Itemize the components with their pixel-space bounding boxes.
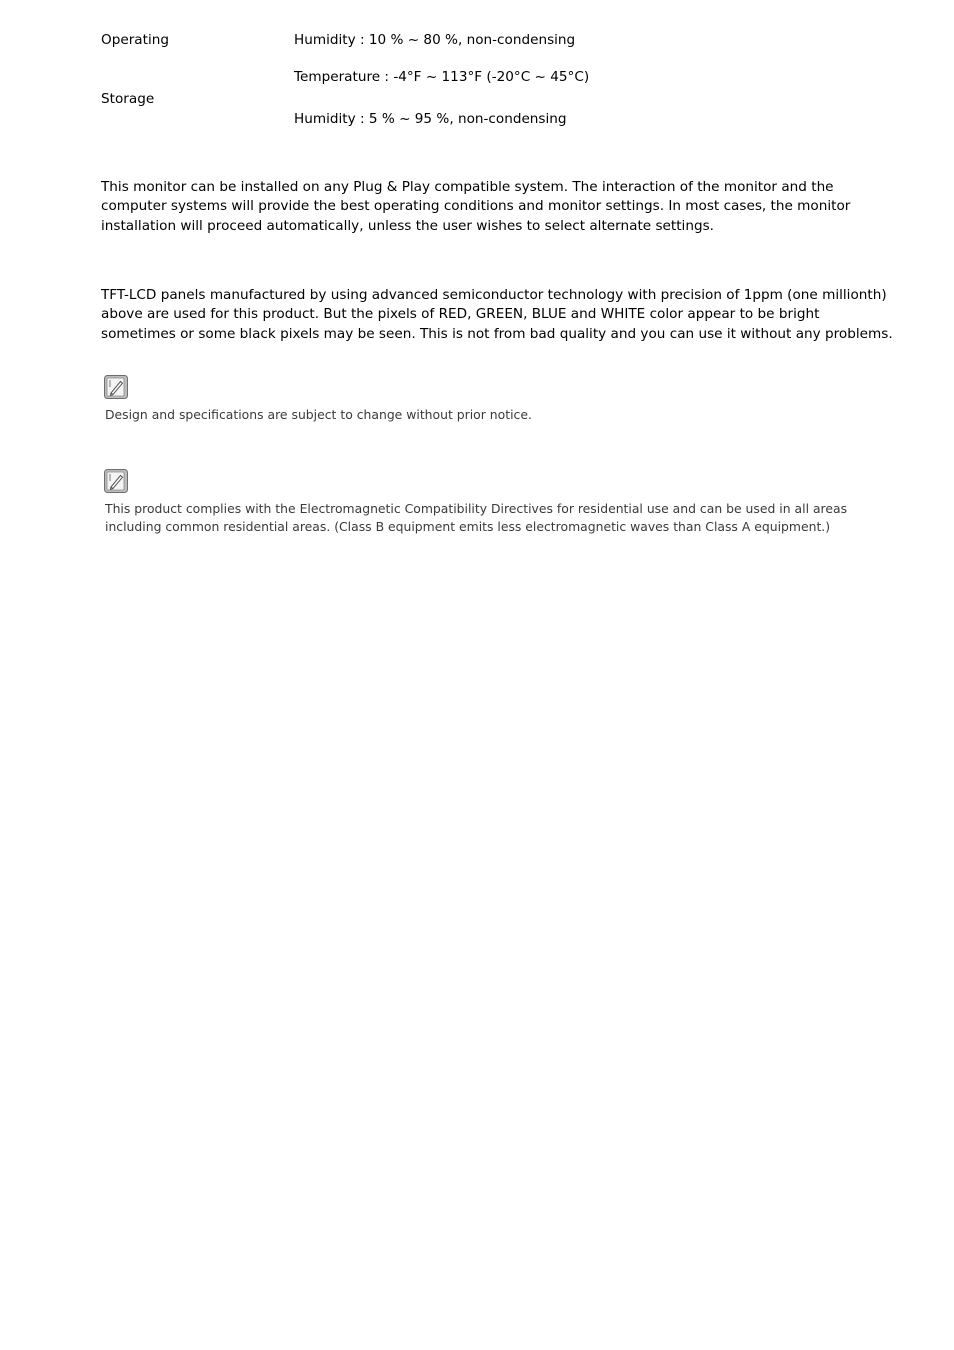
plug-and-play-paragraph (101, 178, 861, 236)
note-line: This product complies with the Electromagnetic Compatibility Directives for residential use and can be used in all areas (105, 501, 848, 516)
storage-temperature: Temperature : -4°F ~ 113°F (-20°C ~ 45°C) (294, 69, 590, 85)
paragraph-line: sometimes or some black pixels may be seen. This is not from bad quality and you can use it without any problems. (101, 325, 893, 342)
note-icon (104, 469, 128, 493)
paragraph-line: TFT-LCD panels manufactured by using advanced semiconductor technology with precision of 1ppm (one millionth) (101, 287, 887, 303)
dot-acceptable-paragraph (101, 286, 893, 344)
paragraph-line: This monitor can be installed on any Plug & Play compatible system. The interaction of the monitor and the (101, 179, 834, 195)
operating-humidity: Humidity : 10 % ~ 80 %, non-condensing (294, 32, 576, 48)
operating-label: Operating (101, 32, 169, 48)
note-line: including common residential areas. (Class B equipment emits less electromagnetic waves than Class A equipment.) (105, 519, 831, 534)
note-text (105, 406, 865, 424)
note-text (105, 500, 865, 536)
paragraph-line: above are used for this product. But the pixels of RED, GREEN, BLUE and WHITE color appear to be bright (101, 306, 820, 323)
note-icon (104, 375, 128, 399)
storage-humidity: Humidity : 5 % ~ 95 %, non-condensing (294, 111, 567, 127)
paragraph-line: computer systems will provide the best operating conditions and monitor settings. In most cases, the monitor (101, 198, 851, 215)
paragraph-line: installation will proceed automatically, unless the user wishes to select alternate settings. (101, 217, 714, 234)
note-line: Design and specifications are subject to change without prior notice. (105, 407, 532, 422)
storage-label: Storage (101, 91, 155, 107)
